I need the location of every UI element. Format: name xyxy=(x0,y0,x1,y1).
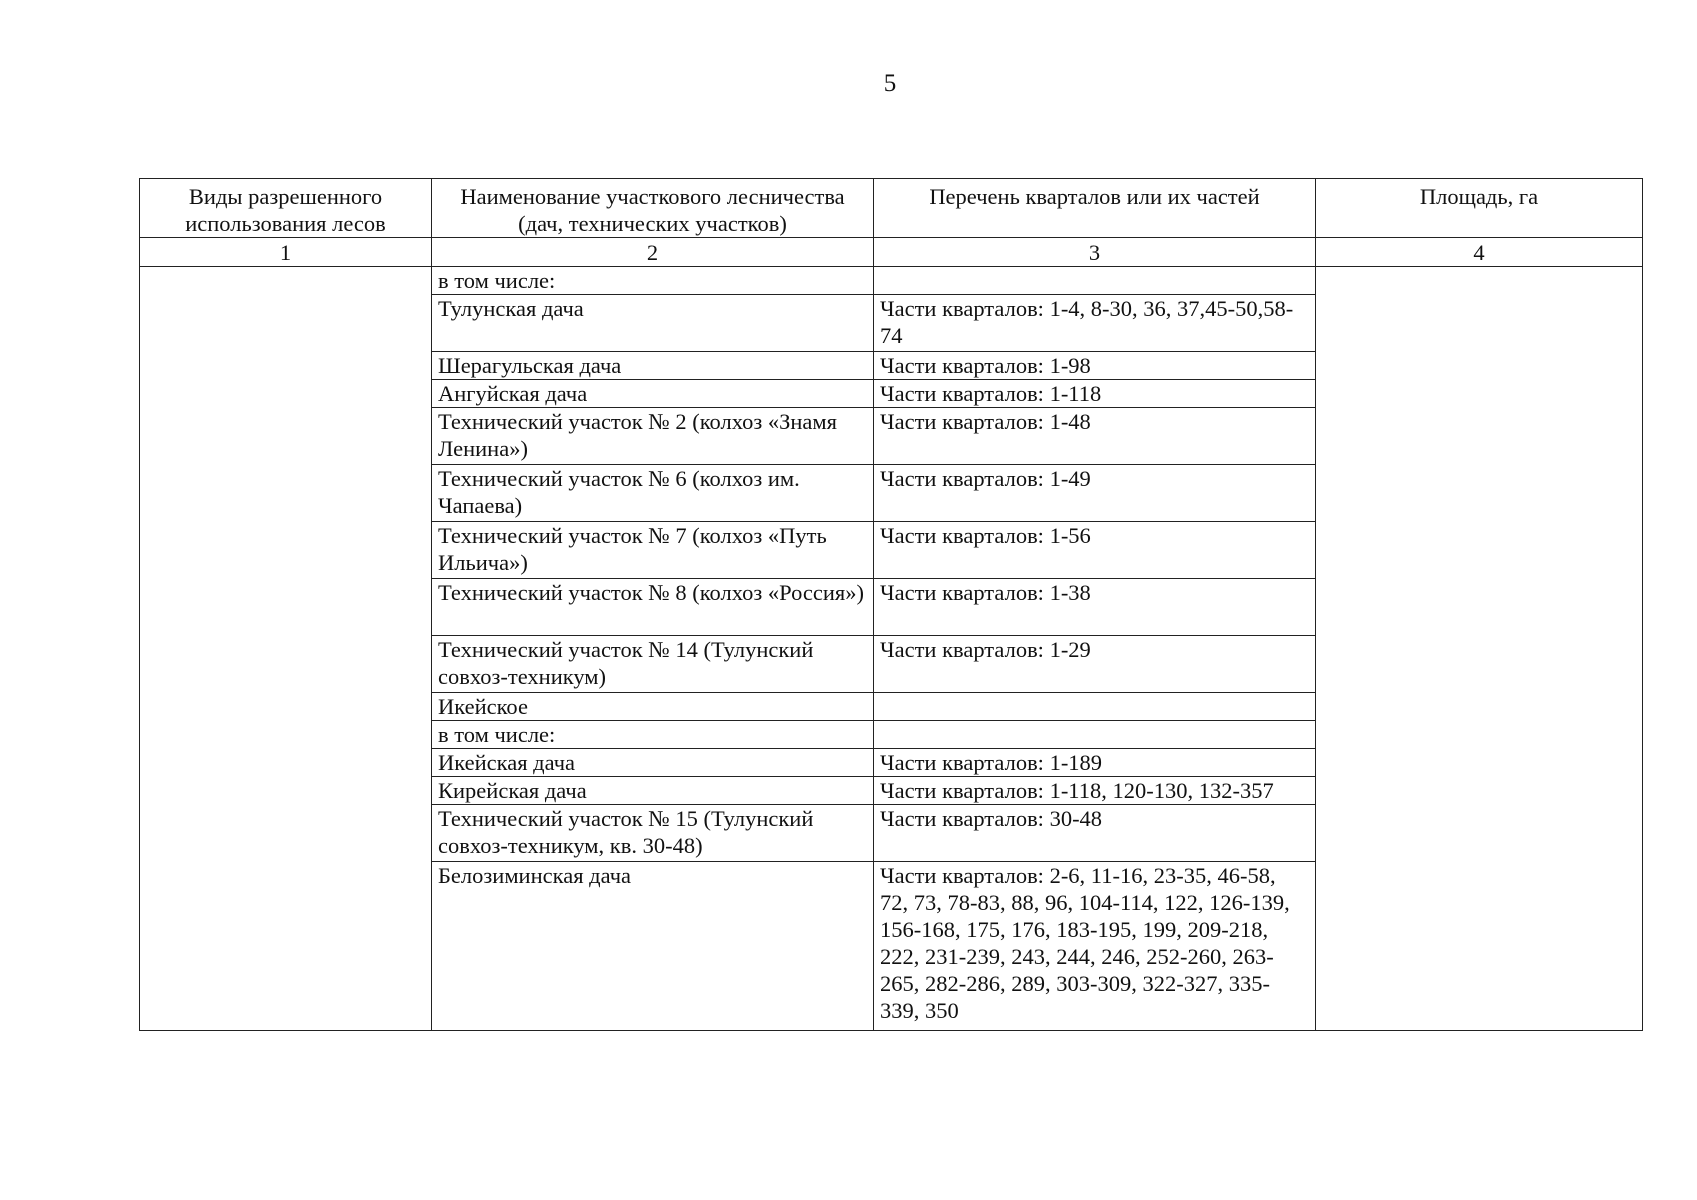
quarters-cell: Части кварталов: 2-6, 11-16, 23-35, 46-58, 72, 73, 78-83, 88, 96, 104-114, 122, 126-139, 156-168, 175, 176, 183-195, 199, 209-218, 222, 231-239, 243, 244, 246, 252-260, 263-265, 282-286, 289, 303-309, 322-327, 335-339, 350 xyxy=(874,862,1316,1031)
forestry-name-cell: Ангуйская дача xyxy=(432,380,874,408)
quarters-cell: Части кварталов: 1-189 xyxy=(874,749,1316,777)
forestry-name-cell: Белозиминская дача xyxy=(432,862,874,1031)
column-number: 1 xyxy=(140,238,432,267)
header-use-type: Виды разрешенного использования лесов xyxy=(140,179,432,238)
forest-use-table xyxy=(139,178,1643,1031)
quarters-cell: Части кварталов: 1-49 xyxy=(874,465,1316,522)
forestry-name-cell: Технический участок № 7 (колхоз «Путь Ильича») xyxy=(432,522,874,579)
forestry-name-cell: в том числе: xyxy=(432,267,874,295)
quarters-cell xyxy=(874,721,1316,749)
use-type-cell xyxy=(140,267,432,1031)
quarters-cell: Части кварталов: 1-98 xyxy=(874,352,1316,380)
header-forestry-name: Наименование участкового лесничества (дач, технических участков) xyxy=(432,179,874,238)
forestry-name-cell: Технический участок № 15 (Тулунский совхоз-техникум, кв. 30-48) xyxy=(432,805,874,862)
forestry-name-cell: Технический участок № 6 (колхоз им. Чапаева) xyxy=(432,465,874,522)
forestry-name-cell: Шерагульская дача xyxy=(432,352,874,380)
forestry-name-cell: Икейская дача xyxy=(432,749,874,777)
forestry-name-cell: Тулунская дача xyxy=(432,295,874,352)
quarters-cell: Части кварталов: 1-48 xyxy=(874,408,1316,465)
quarters-cell xyxy=(874,693,1316,721)
quarters-cell xyxy=(874,267,1316,295)
quarters-cell: Части кварталов: 30-48 xyxy=(874,805,1316,862)
column-number: 4 xyxy=(1316,238,1643,267)
forestry-name-cell: Кирейская дача xyxy=(432,777,874,805)
forestry-name-cell: в том числе: xyxy=(432,721,874,749)
quarters-cell: Части кварталов: 1-118, 120-130, 132-357 xyxy=(874,777,1316,805)
forestry-name-cell: Технический участок № 14 (Тулунский совхоз-техникум) xyxy=(432,636,874,693)
area-cell xyxy=(1316,267,1643,1031)
forestry-name-cell: Технический участок № 8 (колхоз «Россия») xyxy=(432,579,874,636)
quarters-cell: Части кварталов: 1-56 xyxy=(874,522,1316,579)
column-number: 2 xyxy=(432,238,874,267)
column-number-row xyxy=(140,238,1643,267)
forestry-name-cell: Икейское xyxy=(432,693,874,721)
forestry-name-cell: Технический участок № 2 (колхоз «Знамя Ленина») xyxy=(432,408,874,465)
quarters-cell: Части кварталов: 1-38 xyxy=(874,579,1316,636)
header-area: Площадь, га xyxy=(1316,179,1643,238)
page-number: 5 xyxy=(883,70,897,97)
quarters-cell: Части кварталов: 1-4, 8-30, 36, 37,45-50,58-74 xyxy=(874,295,1316,352)
quarters-cell: Части кварталов: 1-29 xyxy=(874,636,1316,693)
table-header-row xyxy=(140,179,1643,238)
header-quarters-list: Перечень кварталов или их частей xyxy=(874,179,1316,238)
quarters-cell: Части кварталов: 1-118 xyxy=(874,380,1316,408)
table-row xyxy=(140,267,1643,295)
column-number: 3 xyxy=(874,238,1316,267)
